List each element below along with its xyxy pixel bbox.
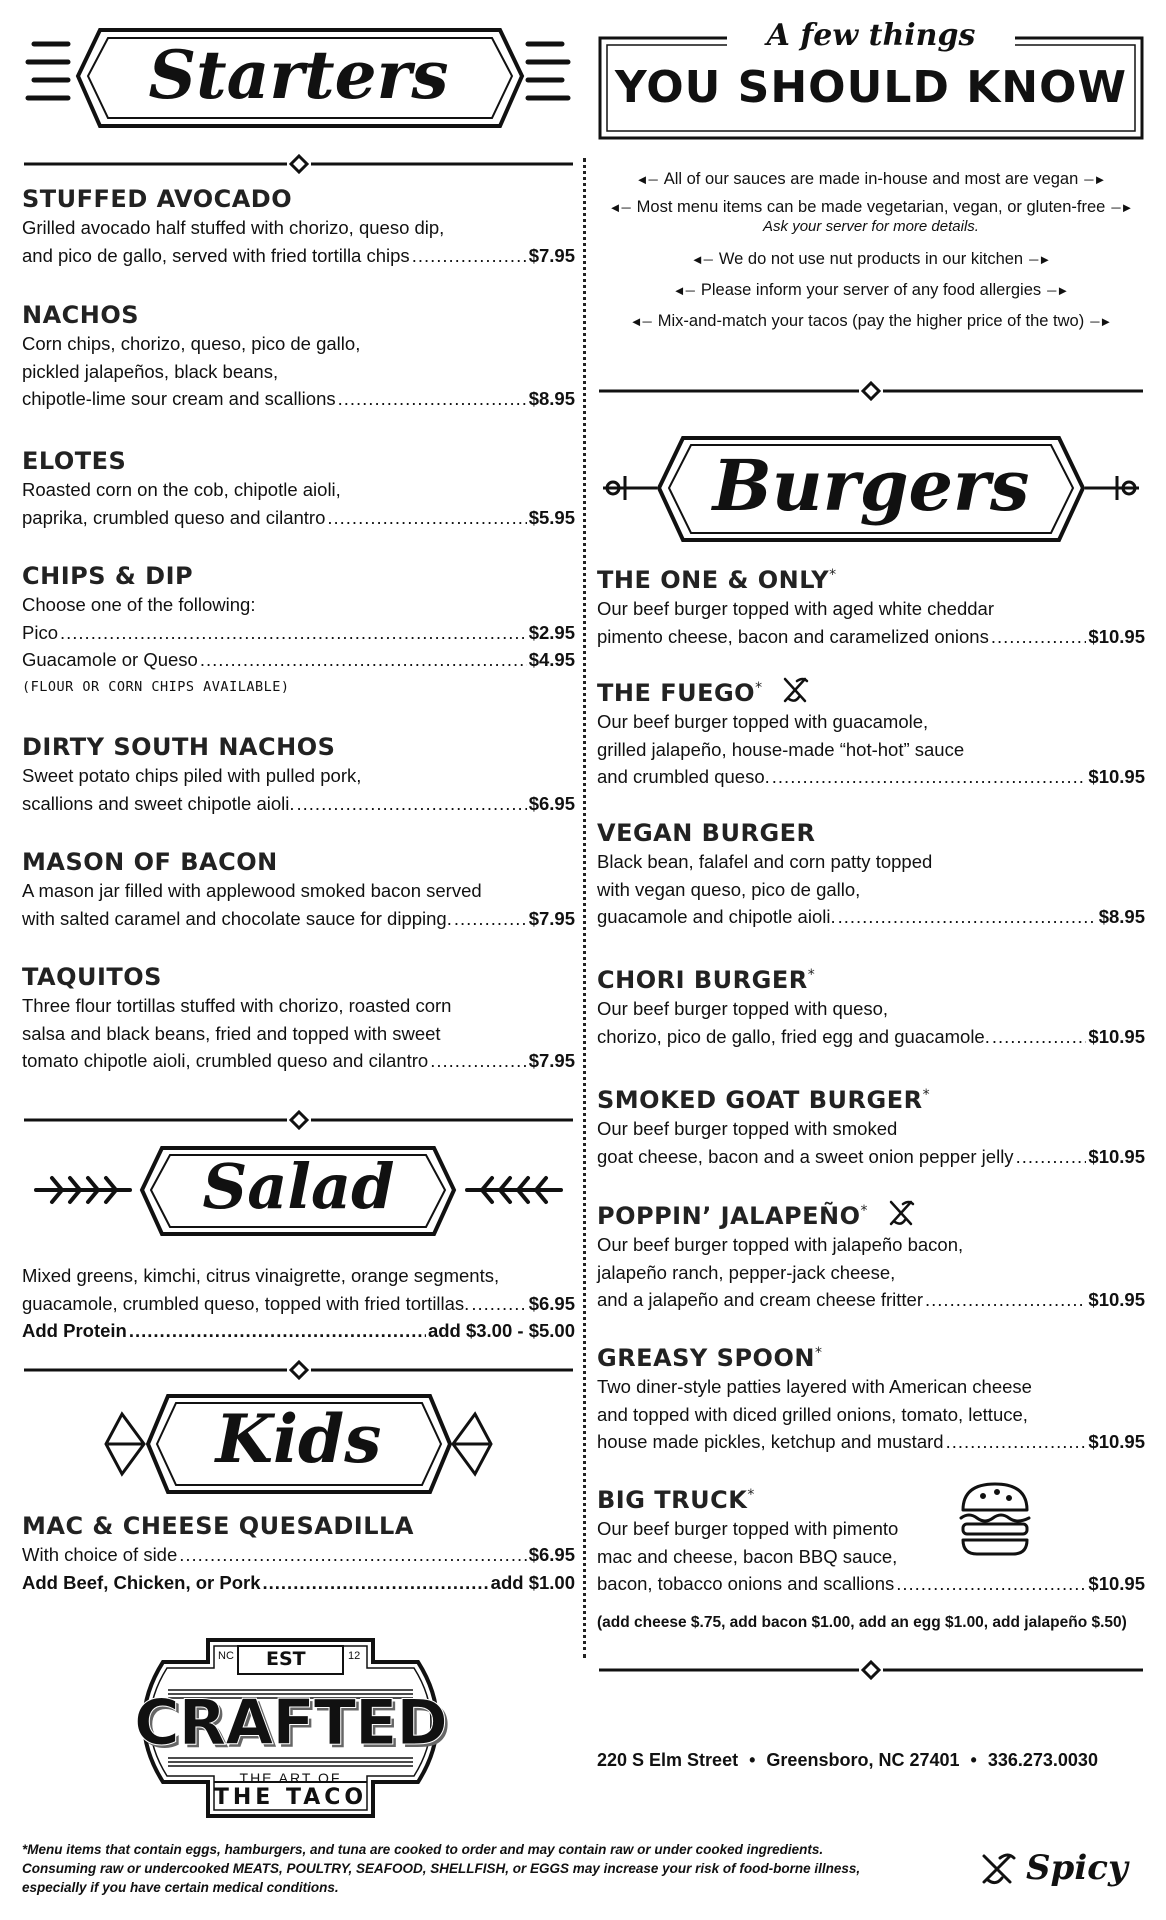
burger-poppin-jalapeno bbox=[597, 1196, 1145, 1314]
burgers-divider-top bbox=[597, 381, 1145, 401]
item-name: TAQUITOS bbox=[22, 963, 162, 991]
disclaimer-line: *Menu items that contain eggs, hamburgers, and tuna are cooked to order and may contain raw or under cooked ingredients. bbox=[22, 1842, 824, 1857]
dot-leader bbox=[991, 623, 1087, 651]
know-item: Most menu items can be made vegetarian, vegan, or gluten-free bbox=[636, 198, 1106, 216]
item-price: $6.95 bbox=[528, 792, 575, 814]
starter-dirty-south-nachos bbox=[22, 732, 575, 817]
item-desc: scallions and sweet chipotle aioli. bbox=[22, 792, 295, 814]
burgers-title: Burgers bbox=[712, 444, 1030, 527]
item-name: VEGAN BURGER bbox=[597, 819, 816, 847]
raw-warning-star: * bbox=[747, 1487, 755, 1503]
logo-tagline-top: THE ART OF bbox=[239, 1770, 342, 1786]
starters-banner bbox=[22, 14, 575, 144]
salad-desc: guacamole, crumbled queso, topped with fried tortillas. bbox=[22, 1292, 470, 1314]
dot-leader bbox=[896, 1570, 1086, 1598]
burger-vegan bbox=[597, 818, 1145, 931]
starter-taquitos bbox=[22, 962, 575, 1075]
burger-smoked-goat bbox=[597, 1080, 1145, 1170]
item-price: $7.95 bbox=[528, 244, 575, 266]
logo-year: 12 bbox=[348, 1650, 361, 1662]
dot-leader bbox=[471, 1290, 526, 1318]
dot-leader bbox=[925, 1286, 1086, 1314]
item-name: ELOTES bbox=[22, 447, 127, 475]
item-desc: Black bean, falafel and corn patty topped bbox=[597, 851, 933, 872]
item-desc: chorizo, pico de gallo, fried egg and guacamole. bbox=[597, 1025, 990, 1047]
item-desc: Grilled avocado half stuffed with chorizo, queso dip, bbox=[22, 217, 445, 238]
burger-addons: (add cheese $.75, add bacon $1.00, add an egg $1.00, add jalapeño $.50) bbox=[597, 1614, 1127, 1631]
item-desc: guacamole and chipotle aioli. bbox=[597, 906, 836, 927]
footer-disclaimer bbox=[22, 1840, 882, 1897]
raw-warning-star: * bbox=[814, 1345, 823, 1361]
burgers-banner bbox=[597, 430, 1145, 550]
item-price: $8.95 bbox=[1098, 906, 1145, 927]
know-list bbox=[597, 164, 1145, 337]
item-name: MAC & CHEESE QUESADILLA bbox=[22, 1512, 414, 1540]
option-price: $4.95 bbox=[528, 649, 575, 670]
item-price: $5.95 bbox=[528, 506, 575, 528]
know-note: Ask your server for more details. bbox=[763, 218, 979, 235]
raw-warning-star: * bbox=[860, 1203, 869, 1219]
item-desc: and pico de gallo, served with fried tortilla chips bbox=[22, 244, 410, 266]
item-desc: chipotle-lime sour cream and scallions bbox=[22, 388, 336, 409]
item-desc: goat cheese, bacon and a sweet onion pepper jelly bbox=[597, 1145, 1014, 1167]
burger-the-one-and-only bbox=[597, 560, 1145, 650]
salad-desc: Mixed greens, kimchi, citrus vinaigrette, orange segments, bbox=[22, 1265, 500, 1286]
item-price: $10.95 bbox=[1088, 1431, 1145, 1452]
item-desc: and topped with diced grilled onions, tomato, lettuce, bbox=[597, 1403, 1028, 1425]
item-price: $10.95 bbox=[1088, 1289, 1145, 1310]
burger-chori bbox=[597, 960, 1145, 1050]
address-city: Greensboro, NC 27401 bbox=[766, 1750, 960, 1770]
item-desc: Corn chips, chorizo, queso, pico de gallo, bbox=[22, 333, 361, 354]
item-name: CHORI BURGER bbox=[597, 966, 808, 994]
raw-warning-star: * bbox=[829, 567, 837, 583]
starter-nachos bbox=[22, 300, 575, 413]
burger-greasy-spoon bbox=[597, 1338, 1145, 1456]
kids-item bbox=[22, 1511, 575, 1596]
know-box bbox=[597, 12, 1145, 142]
dot-leader bbox=[454, 905, 527, 933]
item-desc: pickled jalapeños, black beans, bbox=[22, 360, 279, 382]
dot-leader bbox=[129, 1317, 426, 1345]
item-desc: house made pickles, ketchup and mustard bbox=[597, 1431, 944, 1452]
item-desc: Our beef burger topped with smoked bbox=[597, 1118, 898, 1139]
kids-add-price: add $1.00 bbox=[490, 1571, 575, 1593]
item-price: $10.95 bbox=[1088, 1145, 1145, 1167]
item-name: THE FUEGO bbox=[597, 679, 756, 707]
spicy-pepper-icon bbox=[779, 675, 811, 707]
logo-nc: NC bbox=[218, 1650, 234, 1662]
arrow-left-icon: ◄─ bbox=[672, 283, 695, 298]
salad-divider bbox=[22, 1110, 575, 1130]
starter-elotes bbox=[22, 446, 575, 531]
dot-leader bbox=[338, 385, 527, 413]
address-line bbox=[597, 1750, 1145, 1771]
arrow-left-icon: ◄─ bbox=[690, 252, 713, 267]
disclaimer-line: Consuming raw or undercooked MEATS, POULTRY, SEAFOOD, SHELLFISH, or EGGS may increase your risk of food-borne illness, bbox=[22, 1861, 861, 1876]
item-desc: jalapeño ranch, pepper-jack cheese, bbox=[597, 1261, 896, 1283]
arrow-left-icon: ◄─ bbox=[635, 172, 658, 187]
spicy-pepper-icon bbox=[885, 1198, 917, 1230]
option-label: Guacamole or Queso bbox=[22, 649, 198, 670]
kids-desc: With choice of side bbox=[22, 1544, 178, 1565]
item-desc: and a jalapeño and cream cheese fritter bbox=[597, 1289, 924, 1310]
arrow-left-icon: ◄─ bbox=[608, 200, 631, 215]
arrow-right-icon: ─► bbox=[1084, 172, 1107, 187]
item-price: $10.95 bbox=[1088, 766, 1145, 787]
item-desc: Our beef burger topped with queso, bbox=[597, 998, 889, 1019]
item-desc: Our beef burger topped with aged white cheddar bbox=[597, 598, 994, 619]
item-desc: mac and cheese, bacon BBQ sauce, bbox=[597, 1545, 898, 1567]
dot-leader bbox=[179, 1541, 526, 1569]
raw-warning-star: * bbox=[922, 1087, 931, 1103]
know-item: We do not use nut products in our kitchen bbox=[718, 250, 1024, 268]
kids-title: Kids bbox=[215, 1400, 382, 1478]
know-item: Mix-and-match your tacos (pay the higher price of the two) bbox=[657, 312, 1085, 330]
item-desc: pimento cheese, bacon and caramelized onions bbox=[597, 625, 989, 647]
kids-divider bbox=[22, 1360, 575, 1380]
burger-icon bbox=[955, 1478, 1035, 1558]
salad-title: Salad bbox=[202, 1150, 395, 1223]
know-script-title: A few things bbox=[766, 18, 976, 53]
arrow-right-icon: ─► bbox=[1029, 252, 1052, 267]
item-price: $7.95 bbox=[528, 1050, 575, 1071]
dot-leader bbox=[1016, 1143, 1087, 1171]
item-price: $10.95 bbox=[1088, 625, 1145, 647]
starter-mason-of-bacon bbox=[22, 847, 575, 932]
dot-leader bbox=[838, 903, 1097, 931]
dot-leader bbox=[772, 763, 1087, 791]
item-desc: Our beef burger topped with guacamole, bbox=[597, 711, 929, 732]
spicy-label: Spicy bbox=[1026, 1848, 1128, 1888]
item-name: GREASY SPOON bbox=[597, 1344, 815, 1372]
item-name: THE ONE & ONLY bbox=[597, 566, 830, 594]
item-desc: Three flour tortillas stuffed with chorizo, roasted corn bbox=[22, 995, 452, 1016]
address-separator: • bbox=[970, 1750, 977, 1770]
arrow-left-icon: ◄─ bbox=[629, 314, 652, 329]
item-desc: grilled jalapeño, house-made “hot-hot” sauce bbox=[597, 738, 965, 760]
know-item: All of our sauces are made in-house and most are vegan bbox=[663, 170, 1079, 188]
raw-warning-star: * bbox=[807, 967, 816, 983]
item-name: STUFFED AVOCADO bbox=[22, 185, 293, 213]
column-separator bbox=[583, 158, 586, 1658]
know-title: YOU SHOULD KNOW bbox=[614, 62, 1128, 113]
disclaimer-line: especially if you have certain medical conditions. bbox=[22, 1880, 339, 1895]
dot-leader bbox=[430, 1047, 526, 1075]
logo-brand: CRAFTED bbox=[134, 1686, 447, 1759]
starters-title: Starters bbox=[148, 36, 449, 114]
item-desc: and crumbled queso. bbox=[597, 766, 770, 787]
item-desc: tomato chipotle aioli, crumbled queso and cilantro bbox=[22, 1050, 429, 1071]
item-price: $7.95 bbox=[528, 907, 575, 929]
item-desc: Two diner-style patties layered with American cheese bbox=[597, 1376, 1032, 1397]
item-desc: Our beef burger topped with jalapeño bacon, bbox=[597, 1234, 964, 1255]
burger-the-fuego bbox=[597, 673, 1145, 791]
item-desc: Sweet potato chips piled with pulled pork, bbox=[22, 765, 362, 786]
item-desc: with salted caramel and chocolate sauce for dipping. bbox=[22, 907, 452, 929]
item-name: DIRTY SOUTH NACHOS bbox=[22, 733, 336, 761]
item-name: BIG TRUCK bbox=[597, 1486, 748, 1514]
starter-stuffed-avocado bbox=[22, 184, 575, 269]
dot-leader bbox=[412, 242, 527, 270]
dot-leader bbox=[60, 619, 527, 647]
logo-tagline-bottom: THE TACO bbox=[213, 1785, 368, 1810]
item-name: NACHOS bbox=[22, 301, 140, 329]
address-separator: • bbox=[749, 1750, 756, 1770]
item-price: $10.95 bbox=[1088, 1025, 1145, 1047]
kids-add-label: Add Beef, Chicken, or Pork bbox=[22, 1571, 261, 1593]
arrow-right-icon: ─► bbox=[1090, 314, 1113, 329]
item-desc: salsa and black beans, fried and topped with sweet bbox=[22, 1022, 441, 1044]
add-protein-price: add $3.00 - $5.00 bbox=[427, 1320, 575, 1341]
option-label: Pico bbox=[22, 621, 58, 643]
dot-leader bbox=[200, 646, 527, 674]
dot-leader bbox=[946, 1428, 1087, 1456]
burger-big-truck bbox=[597, 1480, 1145, 1598]
spicy-pepper-icon bbox=[978, 1850, 1018, 1890]
item-desc: bacon, tobacco onions and scallions bbox=[597, 1573, 895, 1594]
salad-price: $6.95 bbox=[528, 1292, 575, 1314]
logo-est: EST bbox=[266, 1648, 306, 1670]
item-name: CHIPS & DIP bbox=[22, 562, 194, 590]
option-price: $2.95 bbox=[528, 621, 575, 643]
salad-banner bbox=[22, 1140, 575, 1250]
raw-warning-star: * bbox=[755, 680, 763, 696]
item-name: POPPIN’ JALAPEÑO bbox=[597, 1202, 861, 1230]
address-phone: 336.273.0030 bbox=[987, 1750, 1098, 1770]
dot-leader bbox=[263, 1569, 489, 1597]
item-desc: with vegan queso, pico de gallo, bbox=[597, 878, 861, 900]
kids-price: $6.95 bbox=[528, 1544, 575, 1565]
salad-item bbox=[22, 1262, 575, 1345]
arrow-right-icon: ─► bbox=[1047, 283, 1070, 298]
item-price: $10.95 bbox=[1088, 1573, 1145, 1594]
dot-leader bbox=[297, 790, 527, 818]
kids-banner bbox=[22, 1390, 575, 1500]
item-desc: paprika, crumbled queso and cilantro bbox=[22, 506, 326, 528]
item-desc: A mason jar filled with applewood smoked bacon served bbox=[22, 880, 482, 901]
item-desc: Choose one of the following: bbox=[22, 594, 256, 615]
item-desc: Roasted corn on the cob, chipotle aioli, bbox=[22, 479, 341, 500]
dot-leader bbox=[327, 504, 526, 532]
item-name: SMOKED GOAT BURGER bbox=[597, 1086, 923, 1114]
chips-note: (FLOUR OR CORN CHIPS AVAILABLE) bbox=[22, 678, 290, 695]
starter-chips-dip bbox=[22, 561, 575, 700]
arrow-right-icon: ─► bbox=[1111, 200, 1134, 215]
know-item: Please inform your server of any food allergies bbox=[700, 281, 1042, 299]
spicy-legend bbox=[978, 1846, 1148, 1896]
item-name: MASON OF BACON bbox=[22, 848, 278, 876]
item-desc: Our beef burger topped with pimento bbox=[597, 1518, 899, 1539]
item-price: $8.95 bbox=[528, 388, 575, 409]
address-street: 220 S Elm Street bbox=[597, 1750, 739, 1770]
starters-divider bbox=[22, 154, 575, 174]
address-divider bbox=[597, 1660, 1145, 1680]
add-protein-label: Add Protein bbox=[22, 1320, 127, 1341]
dot-leader bbox=[992, 1023, 1087, 1051]
crafted-logo bbox=[118, 1632, 463, 1822]
